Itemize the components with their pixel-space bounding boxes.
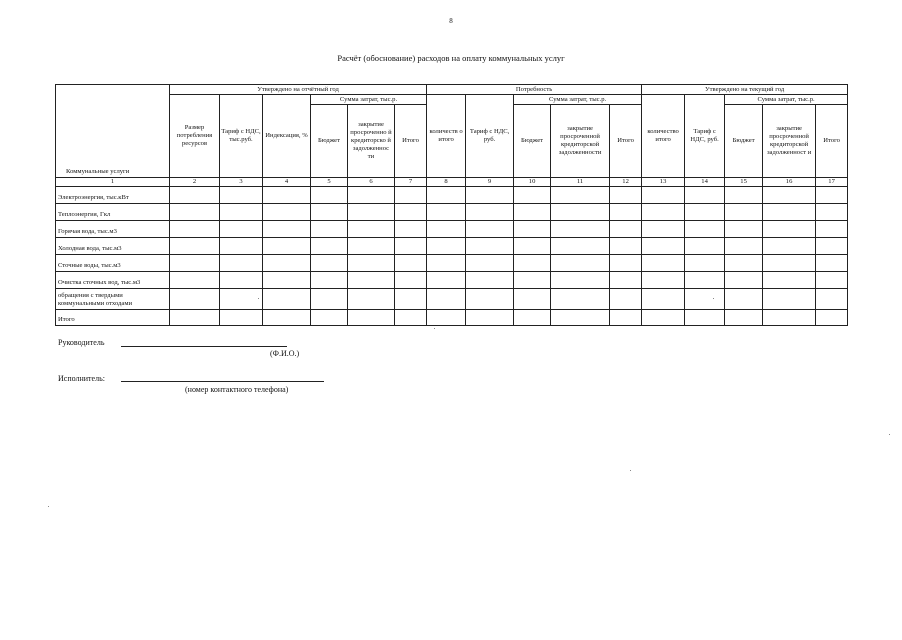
row-label: Сточные воды, тыс.м3 (56, 255, 170, 272)
scan-speck (713, 298, 714, 299)
header-col-3: Тариф с НДС, тыс.руб. (220, 95, 263, 178)
head-signature-line (121, 346, 287, 347)
page-number: 8 (449, 17, 453, 25)
exec-signature-line (121, 381, 324, 382)
column-number: 3 (220, 178, 263, 187)
table-row (56, 289, 848, 310)
header-col-6: закрытие просроченно й кредиторско й задолженнос ти (348, 105, 395, 178)
header-sum-need: Сумма затрат, тыс.р. (514, 95, 642, 105)
row-label: Итого (56, 310, 170, 326)
table-row (56, 272, 848, 289)
table-row (56, 187, 848, 204)
header-utilities: Коммунальные услуги (56, 85, 170, 178)
column-number: 4 (263, 178, 311, 187)
column-number: 7 (395, 178, 427, 187)
scan-speck (48, 506, 49, 507)
header-col-14: Тариф с НДС, руб. (685, 95, 725, 178)
row-label: Холодная вода, тыс.м3 (56, 238, 170, 255)
header-col-12: Итого (610, 105, 642, 178)
header-col-9: Тариф с НДС, руб. (466, 95, 514, 178)
header-col-13: количество итого (642, 95, 685, 178)
head-label: Руководитель (58, 338, 105, 347)
scan-speck (258, 298, 259, 299)
header-col-5: Бюджет (311, 105, 348, 178)
column-number: 13 (642, 178, 685, 187)
column-number: 12 (610, 178, 642, 187)
header-col-4: Индексация, % (263, 95, 311, 178)
column-number: 9 (466, 178, 514, 187)
header-col-2: Размер потребления ресурсов (170, 95, 220, 178)
exec-hint: (номер контактного телефона) (185, 385, 289, 394)
header-col-11: закрытие просроченной кредиторской задолженности (551, 105, 610, 178)
table-row (56, 255, 848, 272)
table-row (56, 221, 848, 238)
row-label: Очистка сточных вод, тыс.м3 (56, 272, 170, 289)
column-number: 1 (56, 178, 170, 187)
document-title: Расчёт (обоснование) расходов на оплату коммунальных услуг (337, 53, 565, 63)
header-sum-current: Сумма затрат, тыс.р. (725, 95, 848, 105)
column-number: 14 (685, 178, 725, 187)
scan-speck (630, 470, 631, 471)
column-number: 8 (427, 178, 466, 187)
header-col-10: Бюджет (514, 105, 551, 178)
column-number: 11 (551, 178, 610, 187)
table-row (56, 204, 848, 221)
table-row-total (56, 310, 848, 326)
header-col-16: закрытие просроченной кредиторской задолженност и (763, 105, 816, 178)
column-number: 15 (725, 178, 763, 187)
header-col-17: Итого (816, 105, 848, 178)
scan-speck (434, 328, 435, 329)
header-col-7: Итого (395, 105, 427, 178)
header-col-15: Бюджет (725, 105, 763, 178)
row-label: Теплоэнергия, Гкл (56, 204, 170, 221)
header-current-year: Утверждено на текущий год (642, 85, 848, 95)
column-number-row (56, 178, 848, 187)
row-label: Горячая вода, тыс.м3 (56, 221, 170, 238)
utilities-table (55, 84, 848, 326)
header-sum-reported: Сумма затрат, тыс.р. (311, 95, 427, 105)
column-number: 5 (311, 178, 348, 187)
header-reported-year: Утверждено на отчётный год (170, 85, 427, 95)
column-number: 2 (170, 178, 220, 187)
scan-speck (889, 434, 890, 435)
exec-label: Исполнитель: (58, 374, 105, 383)
column-number: 10 (514, 178, 551, 187)
head-hint: (Ф.И.О.) (270, 349, 300, 358)
column-number: 6 (348, 178, 395, 187)
column-number: 17 (816, 178, 848, 187)
header-need: Потребность (427, 85, 642, 95)
header-col-8: количеств о итого (427, 95, 466, 178)
column-number: 16 (763, 178, 816, 187)
table-row (56, 238, 848, 255)
row-label: обращения с твердыми коммунальными отходами (56, 289, 170, 310)
row-label: Электроэнергия, тыс.кВт (56, 187, 170, 204)
